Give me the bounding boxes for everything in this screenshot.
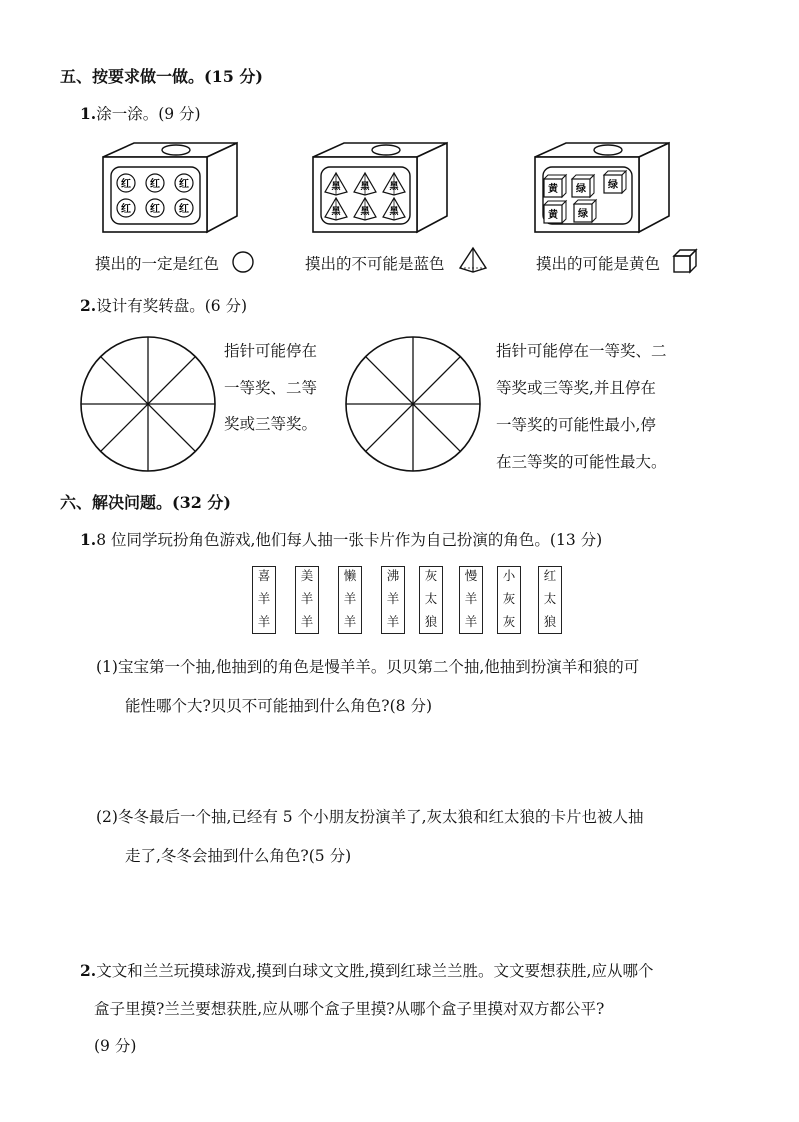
card-char: 灰 [424, 568, 438, 583]
s6-q1-heading [80, 528, 602, 550]
spinner1-line-3: 奖或三等奖。 [224, 415, 318, 433]
s6-q1-number: 1. [80, 530, 97, 549]
q1-text: 涂一涂。(9 分) [96, 105, 201, 123]
cube-label: 黄 [548, 184, 558, 195]
role-card [497, 566, 521, 634]
card-char: 小 [502, 568, 516, 583]
spinner1-line-2: 一等奖、二等 [224, 379, 318, 397]
cube-label: 绿 [608, 180, 618, 191]
ball-box-1 [100, 140, 240, 235]
spinner2-line-1: 指针可能停在一等奖、二 [496, 342, 667, 360]
ball-box-2 [310, 140, 450, 235]
pyramid-shape-icon [458, 246, 488, 274]
ball-label: 红 [150, 204, 160, 215]
section5-title: 五、按要求做一做。(15 分) [60, 67, 263, 86]
card-char: 慢 [464, 568, 478, 583]
role-card [419, 566, 443, 634]
ball-label: 红 [179, 179, 189, 190]
cube-green [572, 175, 594, 197]
card-char: 羊 [343, 591, 357, 606]
caption-box-3: 摸出的可能是黄色 [536, 255, 661, 273]
card-char: 羊 [257, 591, 271, 606]
spinner1-line-1: 指针可能停在 [224, 342, 318, 360]
card-char: 羊 [386, 614, 400, 629]
pyramid-label: 黑 [389, 182, 399, 192]
card-char: 喜 [257, 568, 271, 583]
card-char: 沸 [386, 568, 400, 583]
card-char: 羊 [257, 614, 271, 629]
card-char: 狼 [424, 614, 438, 629]
s6-q2-line-2: 盒子里摸?兰兰要想获胜,应从哪个盒子里摸?从哪个盒子里摸对双方都公平? [94, 1000, 605, 1018]
card-char: 懒 [343, 568, 357, 583]
q1-heading [80, 102, 201, 124]
pyramid-label: 黑 [331, 207, 341, 217]
caption-box-2: 摸出的不可能是蓝色 [305, 255, 445, 273]
card-char: 美 [300, 568, 314, 583]
s6-q2-line-1 [80, 959, 653, 981]
pyramid-label: 黑 [360, 182, 370, 192]
pyramid-label: 黑 [360, 207, 370, 217]
role-card [252, 566, 276, 634]
sub2-line-2: 走了,冬冬会抽到什么角色?(5 分) [125, 847, 352, 865]
spinner-wheel-1 [78, 334, 218, 474]
card-char: 灰 [502, 591, 516, 606]
cube-green [604, 171, 626, 193]
spinner2-line-4: 在三等奖的可能性最大。 [496, 453, 667, 471]
ball-box-3 [532, 140, 672, 235]
sub1-line-2: 能性哪个大?贝贝不可能抽到什么角色?(8 分) [125, 697, 433, 715]
ball-label: 红 [179, 204, 189, 215]
card-char: 太 [424, 591, 438, 606]
q2-text: 设计有奖转盘。(6 分) [96, 297, 248, 315]
section6-title: 六、解决问题。(32 分) [60, 493, 231, 512]
q2-number: 2. [80, 296, 97, 315]
card-char: 羊 [300, 614, 314, 629]
cube-shape-icon [672, 248, 698, 274]
role-card [295, 566, 319, 634]
sub1-line-1: (1)宝宝第一个抽,他抽到的角色是慢羊羊。贝贝第二个抽,他抽到扮演羊和狼的可 [96, 658, 640, 676]
ball-label: 红 [121, 179, 131, 190]
cube-label: 绿 [576, 184, 586, 195]
card-char: 羊 [343, 614, 357, 629]
s6-q2-text-1: 文文和兰兰玩摸球游戏,摸到白球文文胜,摸到红球兰兰胜。文文要想获胜,应从哪个 [96, 962, 654, 980]
role-card [338, 566, 362, 634]
card-char: 狼 [543, 614, 557, 629]
cube-label: 黄 [548, 210, 558, 221]
s6-q1-text: 8 位同学玩扮角色游戏,他们每人抽一张卡片作为自己扮演的角色。(13 分) [96, 531, 603, 549]
card-char: 太 [543, 591, 557, 606]
cube-yellow [544, 175, 566, 197]
pyramid-label: 黑 [389, 207, 399, 217]
card-char: 羊 [464, 614, 478, 629]
circle-shape-icon [231, 250, 255, 274]
s6-q2-number: 2. [80, 961, 97, 980]
cube-label: 绿 [578, 209, 588, 220]
q1-number: 1. [80, 104, 97, 123]
ball-label: 红 [121, 204, 131, 215]
card-char: 羊 [300, 591, 314, 606]
spinner2-line-2: 等奖或三等奖,并且停在 [496, 379, 656, 397]
cube-yellow [544, 201, 566, 223]
role-card [381, 566, 405, 634]
card-char: 羊 [464, 591, 478, 606]
pyramid-label: 黑 [331, 182, 341, 192]
sub2-line-1: (2)冬冬最后一个抽,已经有 5 个小朋友扮演羊了,灰太狼和红太狼的卡片也被人抽 [96, 808, 644, 826]
q2-heading [80, 294, 247, 316]
caption-box-1: 摸出的一定是红色 [95, 255, 220, 273]
ball-label: 红 [150, 179, 160, 190]
role-card [538, 566, 562, 634]
cube-green [574, 200, 596, 222]
s6-q2-line-3: (9 分) [94, 1037, 137, 1055]
card-char: 红 [543, 568, 557, 583]
spinner2-line-3: 一等奖的可能性最小,停 [496, 416, 656, 434]
role-card [459, 566, 483, 634]
card-char: 羊 [386, 591, 400, 606]
card-char: 灰 [502, 614, 516, 629]
spinner-wheel-2 [343, 334, 483, 474]
